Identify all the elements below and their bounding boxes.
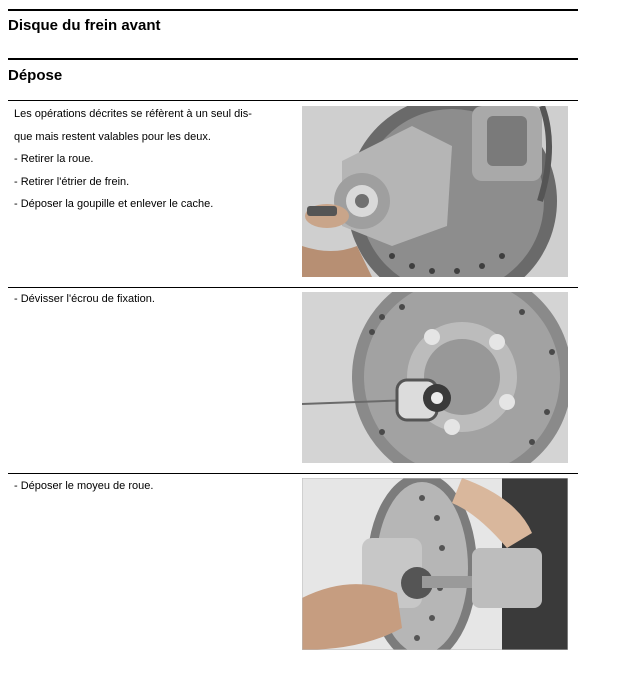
- step-line: - Retirer la roue.: [14, 153, 94, 165]
- hub-removal-photo: [302, 478, 568, 650]
- step-text: [14, 103, 294, 216]
- step-line: que mais restent valables pour les deux.: [14, 130, 211, 143]
- step-text: [14, 288, 294, 311]
- section-title: Dépose: [8, 67, 63, 84]
- wrench-nut-photo: [302, 292, 568, 463]
- step-line: - Déposer le moyeu de roue.: [14, 480, 154, 492]
- section-rule: [8, 58, 578, 60]
- page-title: Disque du frein avant: [8, 17, 161, 34]
- step-text: [14, 475, 294, 498]
- step-divider: [8, 473, 578, 474]
- step-line: - Retirer l'étrier de frein.: [14, 175, 130, 188]
- top-rule: [8, 9, 578, 11]
- step-divider: [8, 100, 578, 101]
- caliper-hub-photo: [302, 106, 568, 277]
- step-line: - Dévisser l'écrou de fixation.: [14, 293, 155, 305]
- step-line: - Déposer la goupille et enlever le cache.: [14, 198, 214, 210]
- step-line: Les opérations décrites se réfèrent à un seul dis-: [14, 108, 252, 120]
